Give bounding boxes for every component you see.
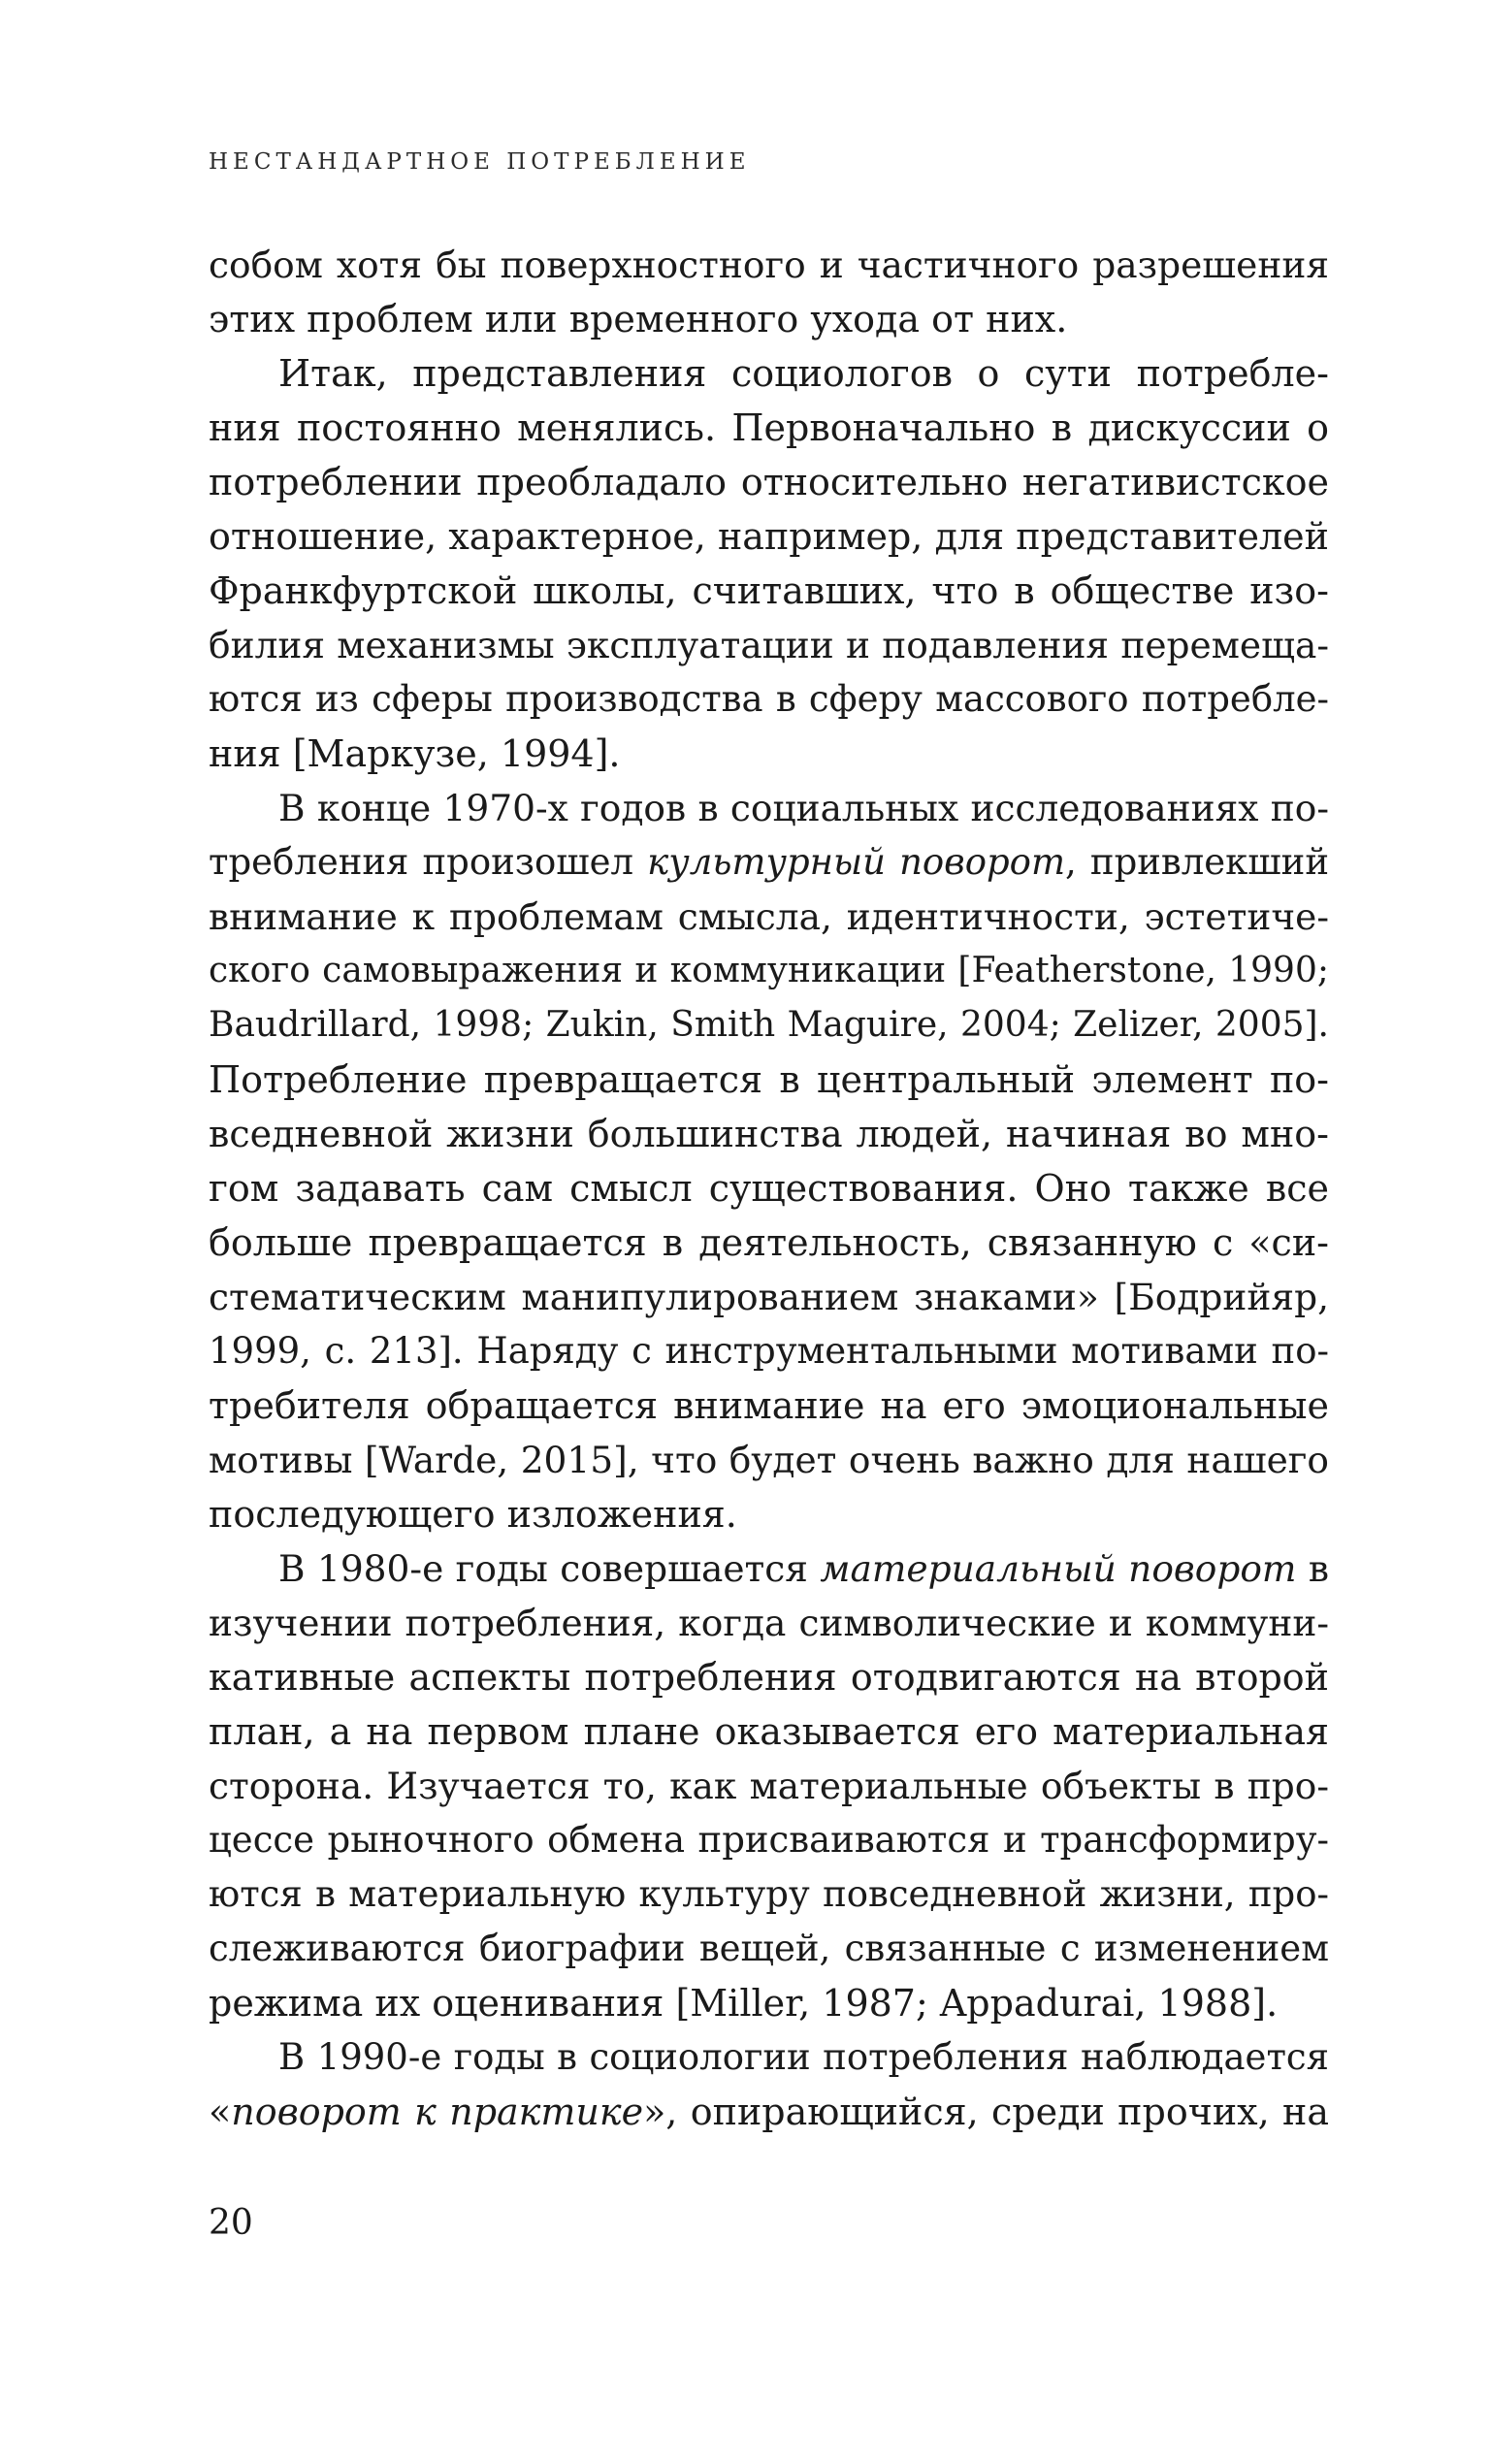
running-head: НЕСТАНДАРТНОЕ ПОТРЕБЛЕНИЕ: [209, 149, 751, 175]
text-line: потреблении преобладало относительно негативистское: [209, 461, 1329, 503]
text-line: мотивы [Warde, 2015], что будет очень важно для нашего: [209, 1439, 1329, 1481]
text-run: требления произошел: [209, 841, 648, 883]
text-line: внимание к проблемам смысла, идентичности, эстетиче-: [209, 895, 1329, 938]
text-line: ются из сферы производства в сферу массового потребле-: [209, 678, 1329, 720]
text-line: [209, 2085, 1329, 2139]
text-line: больше превращается в деятельность, связанную с «си-: [209, 1221, 1329, 1264]
text-line: Франкфуртской школы, считавших, что в обществе изо-: [209, 569, 1329, 612]
text-line: Потребление превращается в центральный элемент по-: [209, 1058, 1329, 1101]
text-run: , привлекший: [1065, 841, 1329, 883]
text-line: стематическим манипулированием знаками» [Бодрийяр,: [209, 1276, 1329, 1318]
text-line: требителя обращается внимание на его эмоциональные: [209, 1384, 1329, 1427]
text-line: ского самовыражения и коммуникации [Featherstone, 1990;: [209, 951, 1329, 990]
text-line: последующего изложения.: [209, 1493, 737, 1536]
body-text: [209, 238, 1329, 2139]
text-line: цессе рыночного обмена присваиваются и трансформиру-: [209, 1819, 1329, 1861]
emphasis-term: материальный поворот: [820, 1547, 1297, 1590]
text-run: «: [209, 2091, 232, 2133]
text-line: билия механизмы эксплуатации и подавления перемеща-: [209, 624, 1329, 666]
text-line: [209, 1541, 1329, 1596]
emphasis-term: поворот к практике: [231, 2091, 644, 2133]
text-line: В конце 1970-х годов в социальных исследованиях по-: [278, 787, 1329, 829]
text-line: 1999, с. 213]. Наряду с инструментальными мотивами по-: [209, 1330, 1329, 1372]
text-line: сторона. Изучается то, как материальные объекты в про-: [209, 1765, 1329, 1807]
text-line: план, а на первом плане оказывается его материальная: [209, 1710, 1329, 1753]
text-run: В 1980-е годы совершается: [278, 1547, 821, 1590]
text-line: [209, 835, 1329, 890]
text-line: собом хотя бы поверхностного и частичного разрешения: [209, 243, 1329, 286]
text-line: изучении потребления, когда символические и коммуни-: [209, 1602, 1329, 1644]
text-line: кативные аспекты потребления отодвигаются на второй: [209, 1656, 1329, 1699]
text-line: этих проблем или временного ухода от них.: [209, 298, 1068, 340]
text-line: Итак, представления социологов о сути потребле-: [278, 352, 1329, 395]
text-line: режима их оценивания [Miller, 1987; Appadurai, 1988].: [209, 1982, 1279, 2025]
text-run: в: [1296, 1547, 1329, 1590]
text-line: В 1990-е годы в социологии потребления наблюдается: [278, 2036, 1329, 2078]
text-line: ются в материальную культуру повседневной жизни, про-: [209, 1873, 1329, 1915]
text-line: отношение, характерное, например, для представителей: [209, 515, 1329, 558]
text-run: », опирающийся, среди прочих, на: [643, 2091, 1329, 2133]
text-line: ния [Маркузе, 1994].: [209, 732, 621, 775]
text-line: слеживаются биографии вещей, связанные с изменением: [209, 1928, 1329, 1969]
text-line: ния постоянно менялись. Первоначально в дискуссии о: [209, 406, 1329, 449]
emphasis-term: культурный поворот: [647, 841, 1066, 883]
text-line: Baudrillard, 1998; Zukin, Smith Maguire, 2004; Zelizer, 2005].: [209, 1005, 1329, 1045]
text-line: гом задавать сам смысл существования. Оно также все: [209, 1167, 1329, 1210]
text-line: вседневной жизни большинства людей, начиная во мно-: [209, 1113, 1329, 1155]
page-number: 20: [209, 2203, 253, 2243]
